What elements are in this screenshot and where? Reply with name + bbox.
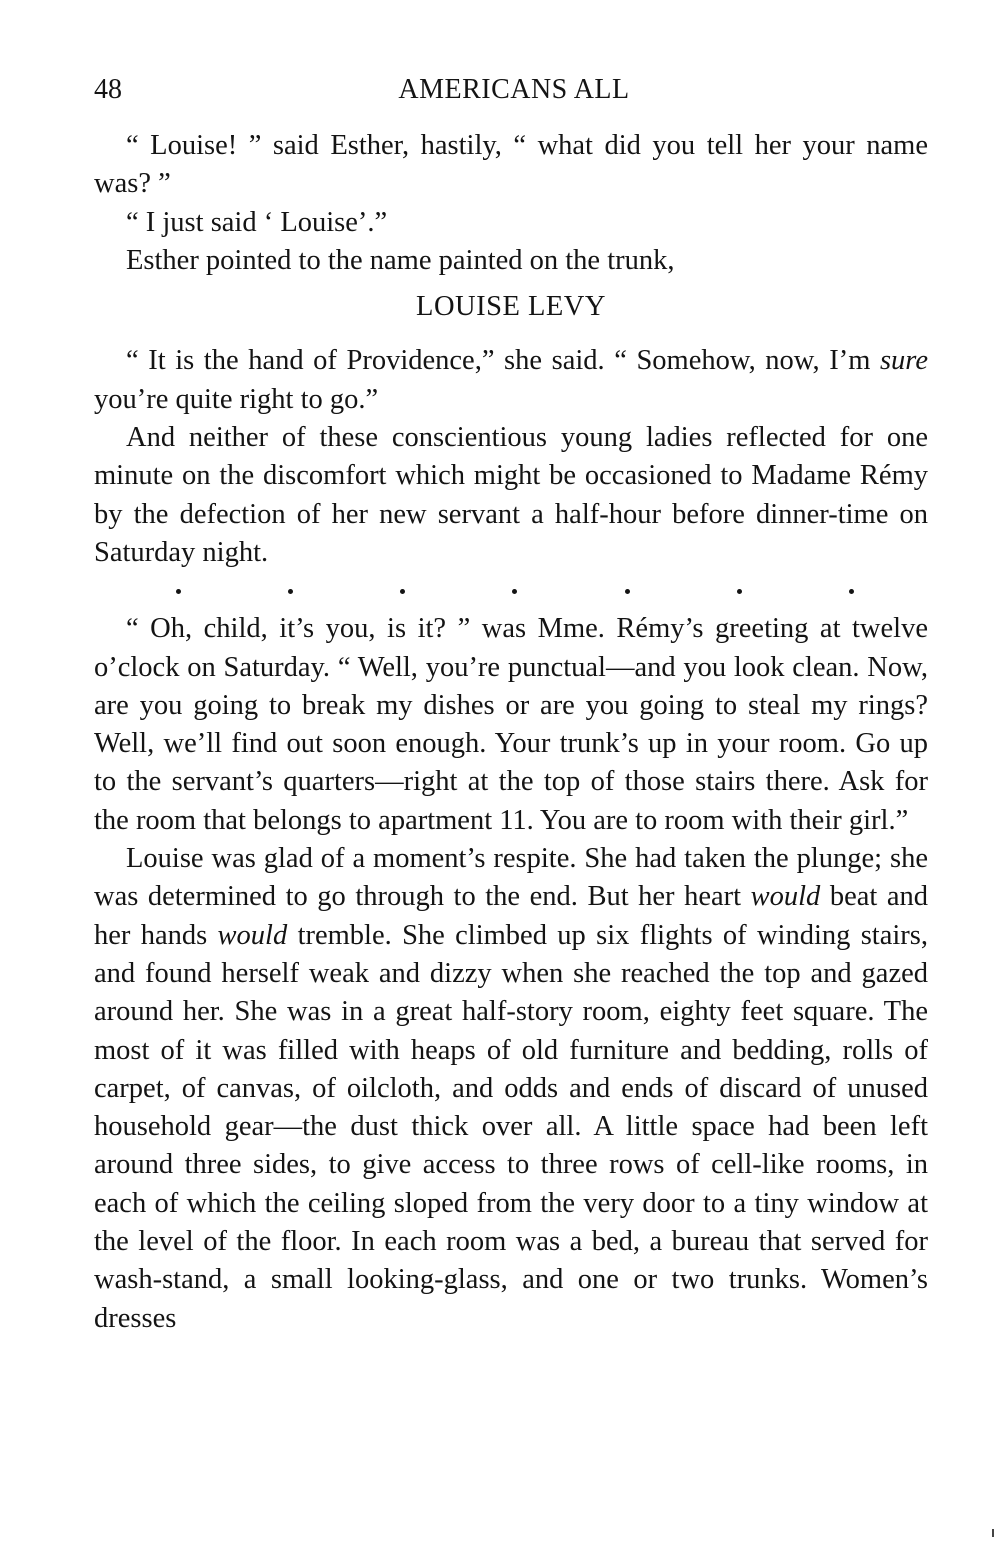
paragraph-2: “ I just said ‘ Louise’.” — [126, 206, 388, 238]
section-break — [94, 572, 928, 610]
page-number: 48 — [94, 74, 122, 105]
paragraph-7-emphasis-1: would — [750, 881, 821, 913]
paragraph-7-text-b: beat and her hands — [94, 881, 928, 951]
paragraph-3: Esther pointed to the name painted on the trunk, — [126, 244, 675, 276]
ellipsis-dot — [512, 589, 517, 594]
paragraph-5: And neither of these conscientious young ladies reflected for one minute on the discomfort which might be occasioned to Madame Rémy by the defection of her new servant a half-hour before dinner-time on Saturday night. — [94, 422, 928, 568]
scan-mark — [992, 1529, 994, 1537]
paragraph-4-emphasis: sure — [879, 345, 928, 377]
paragraph-7-text-a: Louise was glad of a moment’s respite. She had taken the plunge; she was determined to go through to the end. But her heart — [94, 843, 928, 913]
paragraph-4 — [94, 342, 928, 419]
ellipsis-dot — [849, 589, 854, 594]
paragraph-1: “ Louise! ” said Esther, hastily, “ what did you tell her your name was? ” — [94, 130, 928, 200]
paragraph-7-emphasis-2: would — [217, 919, 288, 951]
paragraph-6: “ Oh, child, it’s you, is it? ” was Mme. Rémy’s greeting at twelve o’clock on Saturday. “ Well, you’re punctual—and you look clean. Now, are you going to break my dishes or are you going to steal my rings? Well, we’ll find out soon enough. Your trunk’s up in your room. Go up to the servant’s quarters—right at the top of those stairs there. Ask for the room that belongs to apartment 11. You are to room with their girl.” — [94, 613, 928, 836]
paragraph-4-text-a: “ It is the hand of Providence,” she said. “ Somehow, now, I’m — [126, 345, 880, 377]
ellipsis-dot — [176, 589, 181, 594]
trunk-name: LOUISE LEVY — [416, 291, 606, 323]
paragraph-4-text-b: you’re quite right to go.” — [94, 383, 379, 415]
ellipsis-dot — [288, 589, 293, 594]
page-body — [94, 127, 928, 1338]
ellipsis-dot — [400, 589, 405, 594]
paragraph-7-text-c: tremble. She climbed up six flights of winding stairs, and found herself weak and dizzy when she reached the top and gazed around her. She was in a great half-story room, eighty feet square. The most of it was filled with heaps of old furniture and bedding, rolls of carpet, of canvas, of oilcloth, and odds and ends of discard of unused household gear—the dust thick over all. A little space had been left around three sides, to give access to three rows of cell-like rooms, in each of which the ceiling sloped from the very door to a tiny window at the level of the floor. In each room was a bed, a bureau that served for wash-stand, a small looking-glass, and one or two trunks. Women’s dresses — [94, 919, 928, 1334]
ellipsis-dot — [625, 589, 630, 594]
paragraph-7 — [94, 840, 928, 1338]
ellipsis-dot — [737, 589, 742, 594]
running-title: AMERICANS ALL — [398, 74, 630, 105]
